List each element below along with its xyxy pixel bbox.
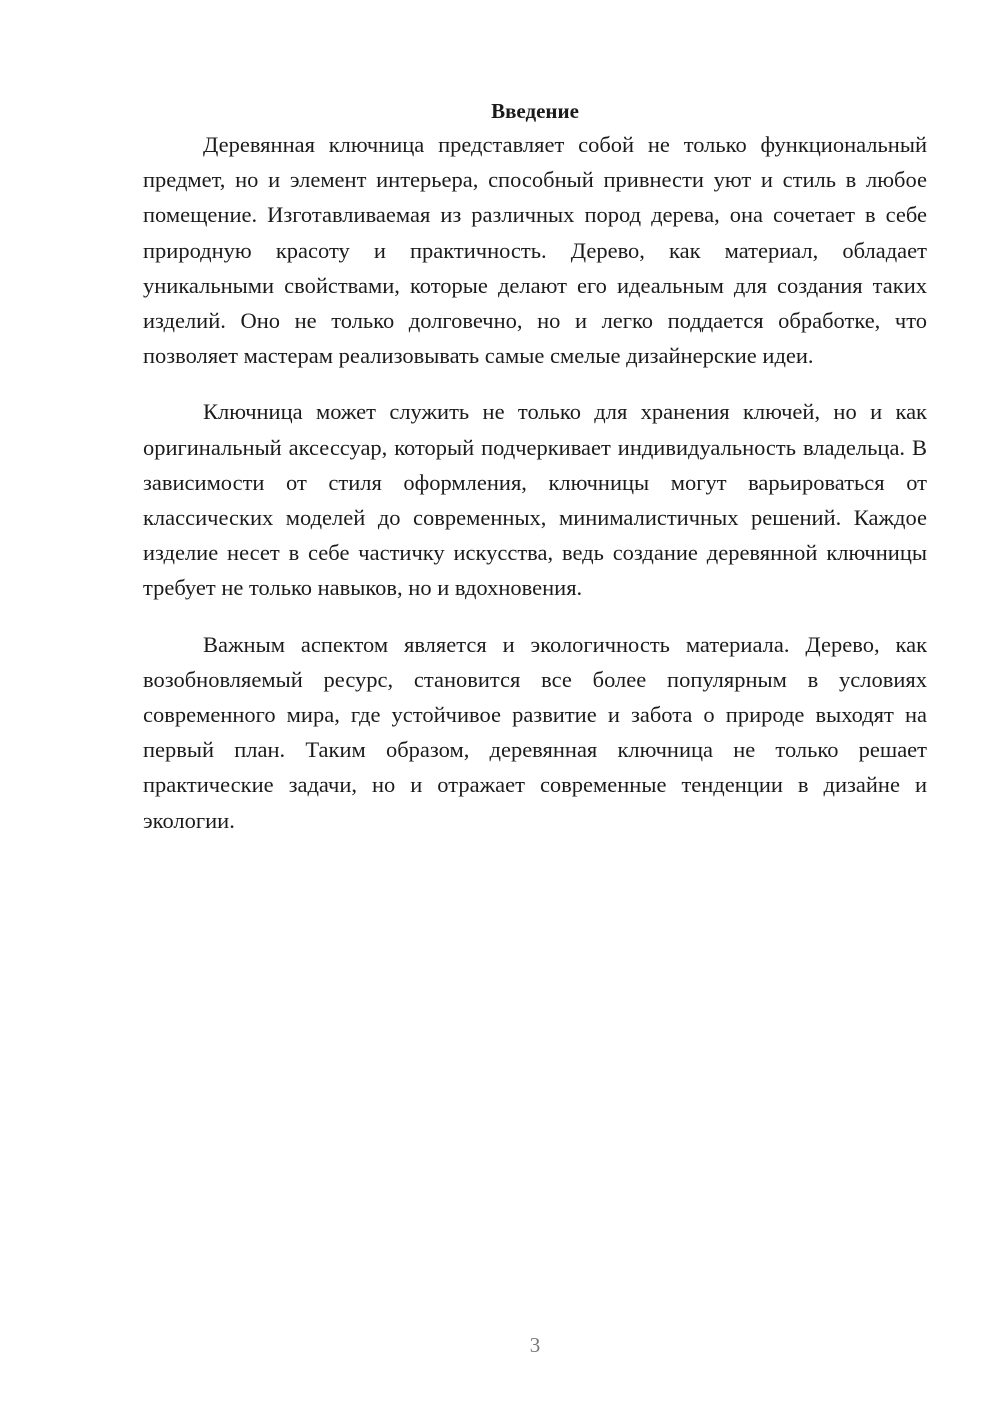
section-title: Введение	[491, 99, 579, 123]
paragraph-3: Важным аспектом является и экологичность материала. Дерево, как возобновляемый ресурс, становится все более популярным в условиях современного мира, где устойчивое развитие и забота о природе выходят на первый план. Таким образом, деревянная ключница не только решает практические задачи, но и отражает современные тенденции в дизайне и экологии.	[143, 631, 927, 833]
paragraph-1: Деревянная ключница представляет собой не только функциональный предмет, но и элемент интерьера, способный привнести уют и стиль в любое помещение. Изготавливаемая из различных пород дерева, она сочетает в себе природную красоту и практичность. Дерево, как материал, обладает уникальными свойствами, которые делают его идеальным для создания таких изделий. Оно не только долговечно, но и легко поддается обработке, что позволяет мастерам реализовывать самые смелые дизайнерские идеи.	[143, 132, 927, 369]
paragraph-2: Ключница может служить не только для хранения ключей, но и как оригинальный аксессуар, который подчеркивает индивидуальность владельца. В зависимости от стиля оформления, ключницы могут варьироваться от классических моделей до современных, минималистичных решений. Каждое изделие несет в себе частичку искусства, ведь создание деревянной ключницы требует не только навыков, но и вдохновения.	[143, 399, 927, 601]
page-content	[143, 95, 927, 838]
page-number: 3	[529, 1333, 541, 1357]
